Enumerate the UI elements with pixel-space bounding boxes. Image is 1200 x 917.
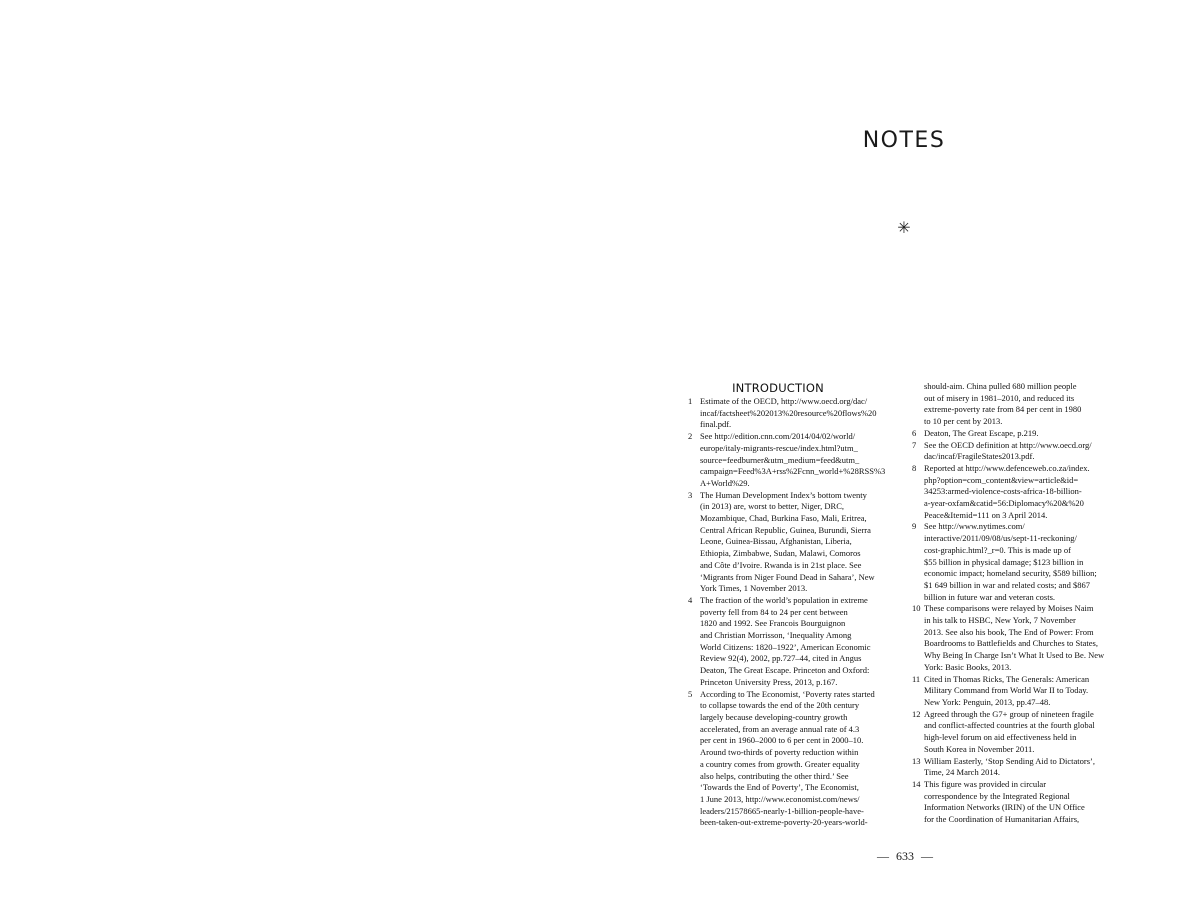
footnote-number: 11 [912, 673, 921, 684]
footnote-line: Leone, Guinea-Bissau, Afghanistan, Liberia, [700, 536, 852, 547]
footnote-line: Ethiopia, Zimbabwe, Sudan, Malawi, Comoros [700, 548, 861, 559]
footnote-line: final.pdf. [700, 419, 732, 430]
footnote-line: $1 649 billion in war and related costs; and $867 [924, 579, 1090, 590]
page-number: 633 [896, 849, 914, 863]
note-continuation [912, 381, 1126, 428]
footnote-line: Why Being In Charge Isn’t What It Used to Be. New [924, 650, 1105, 661]
footnote-number: 1 [688, 396, 693, 406]
footnote-line: The fraction of the world’s population in extreme [700, 594, 868, 605]
footnote-line: accelerated, from an average annual rate of 4.3 [700, 723, 860, 734]
footnote-line: per cent in 1960–2000 to 6 per cent in 2000–10. [700, 735, 864, 746]
footnote-line: The Human Development Index’s bottom twenty [700, 489, 867, 500]
footnote-line: correspondence by the Integrated Regional [924, 790, 1070, 801]
footnote-line: Review 92(4), 2002, pp.727–44, cited in Angus [700, 653, 862, 664]
footnote-line: in his talk to HSBC, New York, 7 November [924, 615, 1076, 626]
footnote-line: ‘Migrants from Niger Found Dead in Sahara’, New [700, 571, 875, 582]
footnote-line: Central African Republic, Guinea, Burundi, Sierra [700, 524, 871, 535]
footnote [912, 603, 1126, 673]
continuation-line: out of misery in 1981–2010, and reduced its [924, 392, 1075, 403]
footnote-number: 13 [912, 755, 921, 766]
footnote-line: Agreed through the G7+ group of nineteen fragile [924, 708, 1094, 719]
footnote-line: 34253:armed-violence-costs-africa-18-billion- [924, 486, 1082, 497]
footnote-line: php?option=com_content&view=article&id= [924, 474, 1079, 485]
footnote-line: Information Networks (IRIN) of the UN Office [924, 802, 1085, 813]
footnote-line: economic impact; homeland security, $589 billion; [924, 568, 1097, 579]
footnote-line: been-taken-out-extreme-poverty-20-years-world- [700, 817, 868, 828]
footnote-line: incaf/factsheet%202013%20resource%20flows%20 [700, 407, 877, 418]
footnote [688, 595, 902, 689]
footnote [912, 440, 1126, 463]
footnote-number: 2 [688, 431, 693, 442]
footnote-line: Military Command from World War II to Today. [924, 685, 1089, 696]
footnote-line: South Korea in November 2011. [924, 743, 1035, 754]
footnote-number: 5 [688, 688, 693, 699]
footnote-line: York: Basic Books, 2013. [924, 661, 1012, 672]
continuation-line: should-aim. China pulled 680 million people [924, 381, 1077, 391]
footnote [912, 779, 1126, 826]
footer-dash-right: — [921, 849, 933, 863]
page-footer [850, 849, 960, 864]
asterisk-ornament-icon: ✳ [897, 220, 911, 237]
footnote-line: also helps, contributing the other third.’ See [700, 770, 849, 781]
footnote-line: See http://edition.cnn.com/2014/04/02/world/ [700, 431, 856, 442]
footnote-line: Peace&Itemid=111 on 3 April 2014. [924, 509, 1048, 520]
footnote-line: According to The Economist, ‘Poverty rates started [700, 688, 875, 699]
notes-column-right [912, 381, 1126, 826]
right-notes-list [912, 428, 1126, 826]
footnote [688, 689, 902, 829]
footnote-line: and conflict-affected countries at the fourth global [924, 720, 1095, 731]
footnote-line: Cited in Thomas Ricks, The Generals: American [924, 673, 1090, 684]
footnote-line: 1820 and 1992. See Francois Bourguignon [700, 618, 846, 629]
footnote-number: 14 [912, 778, 921, 789]
footnote-line: campaign=Feed%3A+rss%2Fcnn_world+%28RSS%3 [700, 466, 886, 477]
footnote-line: Reported at http://www.defenceweb.co.za/index. [924, 462, 1090, 473]
footnote-number: 6 [912, 427, 917, 438]
footnote-line: 1 June 2013, http://www.economist.com/news/ [700, 793, 860, 804]
footnote-line: interactive/2011/09/08/us/sept-11-reckoning/ [924, 533, 1077, 544]
footnote-line: cost-graphic.html?_r=0. This is made up of [924, 544, 1071, 555]
footnote-line: and Christian Morrisson, ‘Inequality Among [700, 630, 852, 641]
footnote-line: William Easterly, ‘Stop Sending Aid to Dictators’, [924, 755, 1095, 766]
footnote-line: for the Coordination of Humanitarian Affairs, [924, 814, 1080, 825]
footnote [688, 431, 902, 490]
footnote-number: 12 [912, 708, 921, 719]
footnote-number: 4 [688, 594, 693, 605]
footnote-number: 7 [912, 439, 917, 450]
footnote-line: poverty fell from 84 to 24 per cent between [700, 606, 848, 617]
footnote-line: dac/incaf/FragileStates2013.pdf. [924, 451, 1035, 462]
footnote-line: (in 2013) are, worst to better, Niger, DRC, [700, 501, 845, 512]
footnote [912, 463, 1126, 522]
footer-dash-left: — [877, 849, 889, 863]
footnote-number: 10 [912, 603, 921, 614]
footnote [912, 709, 1126, 756]
footnote-line: and Côte d’Ivoire. Rwanda is in 21st place. See [700, 559, 862, 570]
footnote-line: Boardrooms to Battlefields and Churches to States, [924, 638, 1098, 649]
footnote-line: Princeton University Press, 2013, p.167. [700, 676, 838, 687]
footnote-line: ‘Towards the End of Poverty’, The Economist, [700, 782, 859, 793]
footnote [912, 756, 1126, 779]
footnote-line: See the OECD definition at http://www.oecd.org/ [924, 439, 1092, 450]
continuation-line: to 10 per cent by 2013. [924, 416, 1003, 427]
footnote-line: largely because developing-country growth [700, 711, 848, 722]
section-heading: INTRODUCTION [732, 381, 824, 395]
footnote-line: leaders/21578665-nearly-1-billion-people-have- [700, 805, 864, 816]
footnote [912, 521, 1126, 603]
footnote-line: Deaton, The Great Escape. Princeton and Oxford: [700, 665, 870, 676]
footnote-line: These comparisons were relayed by Moises Naim [924, 603, 1094, 614]
footnote-line: 2013. See also his book, The End of Power: From [924, 626, 1094, 637]
footnote-line: high-level forum on aid effectiveness held in [924, 732, 1077, 743]
footnote-line: York Times, 1 November 2013. [700, 583, 808, 594]
footnote-line: to collapse towards the end of the 20th century [700, 700, 860, 711]
footnote-line: billion in future war and veteran costs. [924, 591, 1056, 602]
footnote-line: Estimate of the OECD, http://www.oecd.org/dac/ [700, 396, 868, 406]
footnote [912, 674, 1126, 709]
footnote-line: See http://www.nytimes.com/ [924, 521, 1025, 532]
footnote-line: a country comes from growth. Greater equality [700, 758, 860, 769]
footnote-line: source=feedburner&utm_medium=feed&utm_ [700, 454, 860, 465]
continuation-line: extreme-poverty rate from 84 per cent in 1980 [924, 404, 1082, 415]
footnote-line: Mozambique, Chad, Burkina Faso, Mali, Eritrea, [700, 513, 867, 524]
footnote-line: Around two-thirds of poverty reduction within [700, 747, 859, 758]
footnote-number: 8 [912, 462, 917, 473]
notes-column-left [688, 381, 902, 829]
footnote-line: $55 billion in physical damage; $123 billion in [924, 556, 1084, 567]
page-title: NOTES [862, 128, 946, 153]
footnote-line: A+World%29. [700, 477, 750, 488]
footnote-line: a-year-oxfam&catid=56:Diplomacy%20&%20 [924, 498, 1084, 509]
footnote-number: 3 [688, 489, 693, 500]
footnote-line: World Citizens: 1820–1922’, American Economic [700, 641, 871, 652]
footnote-line: This figure was provided in circular [924, 778, 1047, 789]
footnote [688, 490, 902, 595]
footnote-line: Time, 24 March 2014. [924, 767, 1000, 778]
footnote-number: 9 [912, 521, 917, 532]
footnote-line: Deaton, The Great Escape, p.219. [924, 427, 1039, 438]
footnote [912, 428, 1126, 440]
footnote-line: europe/italy-migrants-rescue/index.html?utm_ [700, 442, 858, 453]
left-notes-list [688, 396, 902, 829]
footnote [688, 396, 902, 431]
footnote-line: New York: Penguin, 2013, pp.47–48. [924, 696, 1051, 707]
